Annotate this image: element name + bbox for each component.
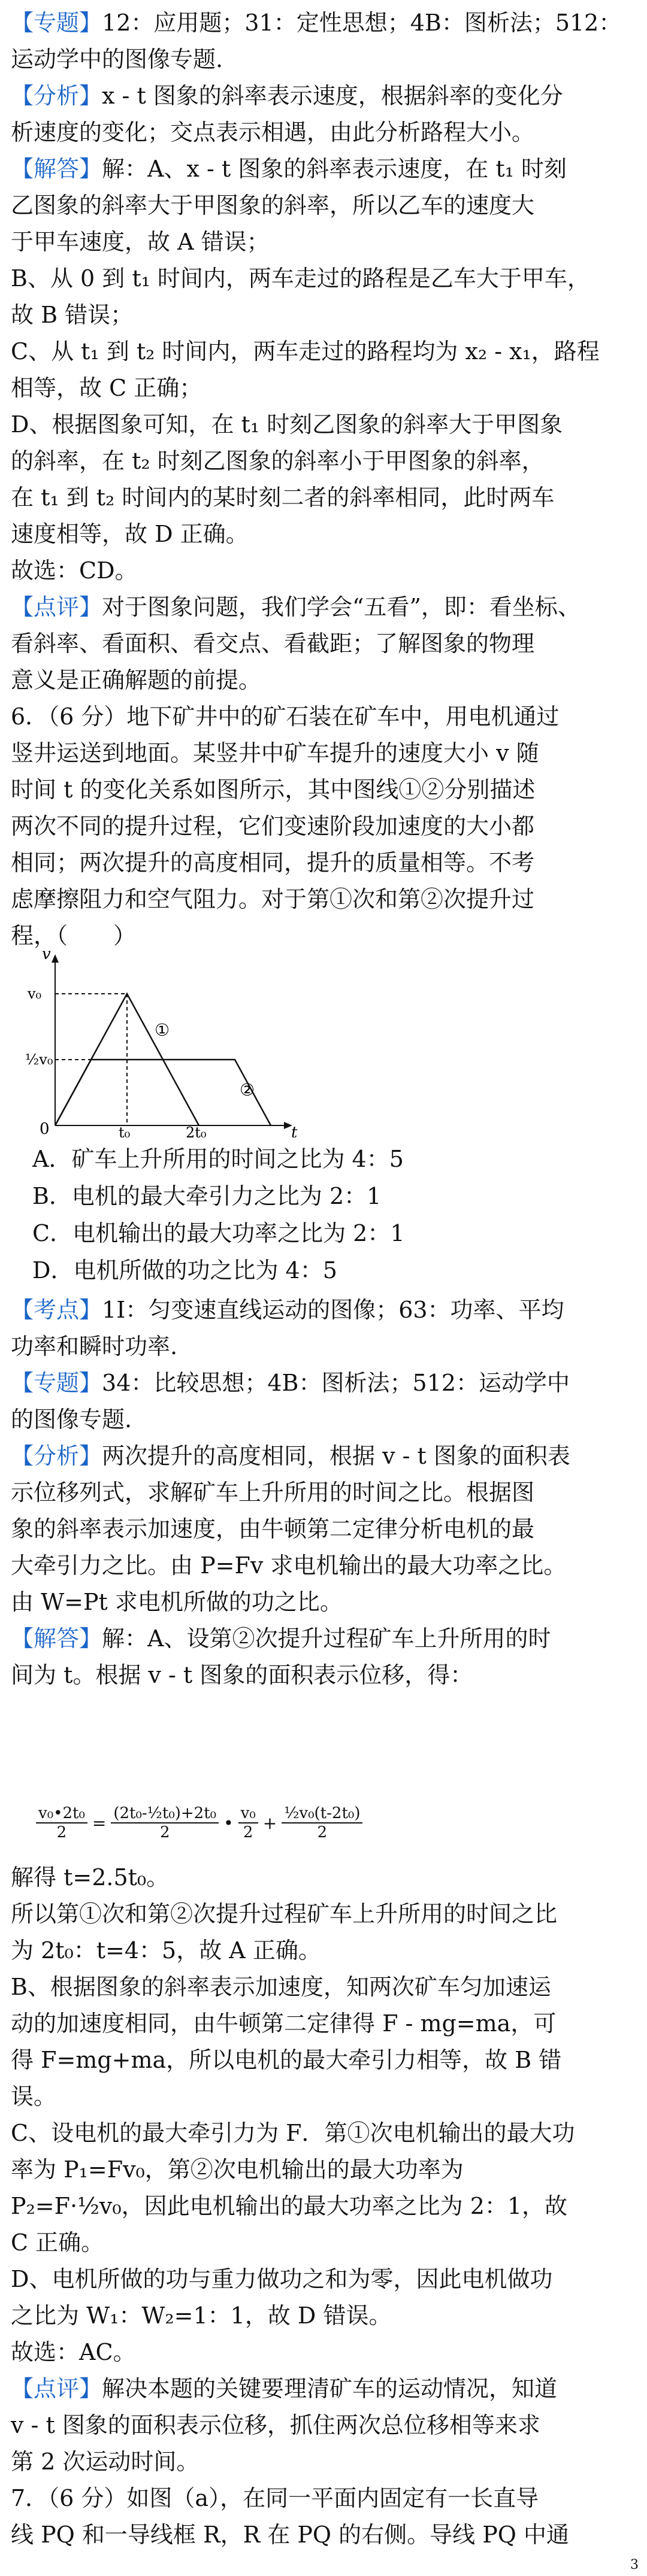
line-text: 解：A、x - t 图象的斜率表示速度，在 t₁ 时刻	[102, 156, 567, 182]
text-line	[11, 262, 590, 295]
line-text: 1I：匀变速直线运动的图像；63：功率、平均	[102, 1297, 564, 1323]
line-text: 34：比较思想；4B：图析法；512：运动学中	[102, 1370, 570, 1396]
line-text: 解：A、设第②次提升过程矿车上升所用的时	[102, 1625, 551, 1652]
line-text: 看斜率、看面积、看交点、看截距；了解图象的物理	[11, 630, 535, 657]
text-line	[11, 444, 545, 478]
y-axis-label: v	[42, 946, 51, 963]
line-text: 时间 t 的变化关系如图所示，其中图线①②分别描述	[11, 776, 536, 803]
plus-sign: +	[262, 1813, 277, 1833]
line-text: 示位移列式，求解矿车上升所用的时间之比。根据图	[11, 1479, 535, 1506]
text-line	[11, 1934, 321, 1967]
line-text: 虑摩擦阻力和空气阻力。对于第①次和第②次提升过	[11, 886, 535, 912]
text-line	[11, 1330, 177, 1363]
text-line	[11, 1439, 570, 1473]
line-text: 对于图象问题，我们学会“五看”，即：看坐标、	[102, 594, 581, 620]
text-line	[11, 1476, 534, 1509]
line-text: 12：应用题；31：定性思想；4B：图析法；512：	[102, 10, 622, 36]
line-text: 乙图象的斜率大于甲图象的斜率，所以乙车的速度大	[11, 192, 535, 219]
line-text: 相等，故 C 正确；	[11, 375, 202, 401]
line-text: 解得 t=2.5t₀。	[11, 1864, 170, 1891]
text-line	[11, 2262, 552, 2296]
text-line	[11, 1366, 570, 1400]
text-line	[11, 809, 534, 843]
text-line	[11, 2445, 199, 2478]
fraction-2: $\frac{\text{(2t₀-½t₀)+2t₀}}{2}$	[111, 1804, 219, 1841]
text-line	[11, 2372, 557, 2405]
text-line	[11, 1658, 473, 1692]
dot-operator: •	[223, 1813, 234, 1833]
line-text: 象的斜率表示加速度，由牛顿第二定律分析电机的最	[11, 1516, 535, 1542]
line-text: 析速度的变化；交点表示相遇，由此分析路程大小。	[11, 119, 535, 145]
text-line	[11, 152, 567, 186]
line-text: 率为 P₁=Fv₀，第②次电机输出的最大功率为	[11, 2156, 464, 2183]
equals-sign: =	[92, 1813, 107, 1833]
line-text: 由 W=Pt 求电机所做的功之比。	[11, 1589, 343, 1615]
text-line	[11, 2080, 56, 2113]
line-text: 两次提升的高度相同，根据 v - t 图象的面积表	[102, 1443, 570, 1469]
line-text: C 正确。	[11, 2229, 104, 2256]
line-text: 故选：CD。	[11, 557, 138, 584]
line-text: 之比为 W₁：W₂=1：1，故 D 错误。	[11, 2302, 392, 2329]
text-line	[11, 2153, 464, 2186]
text-line	[11, 1622, 551, 1655]
text-line	[11, 225, 270, 259]
text-line	[11, 43, 223, 76]
text-line	[11, 846, 534, 879]
line-text: C、从 t₁ 到 t₂ 时间内，两车走过的路程均为 x₂ - x₁，路程	[11, 338, 600, 365]
text-line	[11, 2518, 569, 2551]
text-line	[11, 1585, 343, 1619]
text-line	[11, 116, 534, 149]
line-text: 间为 t。根据 v - t 图象的面积表示位移，得：	[11, 1662, 473, 1688]
line-text: 两次不同的提升过程，它们变速阶段加速度的大小都	[11, 813, 535, 839]
text-line	[11, 2226, 104, 2259]
velocity-time-graph	[24, 946, 306, 1137]
text-line	[11, 1861, 169, 1894]
page-number: 3	[630, 2557, 639, 2572]
x-tick-t0: t₀	[119, 1124, 131, 1137]
section-tag: 【解答】	[11, 1625, 102, 1652]
y-tick-half-v0: ½v₀	[25, 1051, 53, 1068]
line-text: 解决本题的关键要理清矿车的运动情况，知道	[102, 2375, 558, 2402]
line-text: 得 F=mg+ma，所以电机的最大牵引力相等，故 B 错	[11, 2047, 562, 2073]
section-tag: 【点评】	[11, 2375, 102, 2402]
option-b: B．电机的最大牵引力之比为 2：1	[32, 1183, 382, 1209]
section-tag: 【专题】	[11, 10, 102, 36]
text-line	[11, 335, 600, 368]
line-text: 功率和瞬时功率.	[11, 1333, 178, 1360]
line-text: 在 t₁ 到 t₂ 时间内的某时刻二者的斜率相同，此时两车	[11, 484, 555, 511]
line-text: 程，（ ）	[11, 923, 137, 949]
x-tick-2t0: 2t₀	[186, 1124, 207, 1137]
line-text: 于甲车速度，故 A 错误；	[11, 229, 270, 255]
line-text: D、根据图象可知，在 t₁ 时刻乙图象的斜率大于甲图象	[11, 411, 563, 438]
curve-2	[55, 1060, 271, 1125]
text-line	[11, 2189, 567, 2223]
line-text: 意义是正确解题的前提。	[11, 667, 262, 693]
text-line	[11, 1897, 557, 1931]
text-line	[11, 882, 534, 916]
text-line	[11, 189, 534, 222]
line-text: 为 2t₀：t=4：5，故 A 正确。	[11, 1937, 321, 1964]
text-line	[11, 2007, 556, 2040]
text-line	[11, 700, 559, 733]
text-line	[11, 627, 534, 660]
text-line	[11, 6, 621, 40]
x-axis-label: t	[291, 1124, 298, 1137]
text-line	[11, 2335, 136, 2369]
option-a: A．矿车上升所用的时间之比为 4：5	[32, 1146, 404, 1172]
line-text: 运动学中的图像专题.	[11, 46, 223, 72]
line-text: v - t 图象的面积表示位移，抓住两次总位移相等来求	[11, 2412, 540, 2438]
line-text: 误。	[11, 2083, 57, 2110]
line-text: 所以第①次和第②次提升过程矿车上升所用的时间之比	[11, 1901, 558, 1927]
line-text: 竖井运送到地面。某竖井中矿车提升的速度大小 v 随	[11, 740, 539, 766]
line-text: x - t 图象的斜率表示速度，根据斜率的变化分	[102, 83, 563, 109]
text-line	[11, 2043, 561, 2077]
section-tag: 【分析】	[11, 1443, 102, 1469]
line-text: 动的加速度相同，由牛顿第二定律得 F - mg=ma，可	[11, 2010, 557, 2037]
y-tick-v0: v₀	[28, 985, 42, 1002]
text-line	[11, 663, 261, 697]
section-tag: 【考点】	[11, 1297, 102, 1323]
section-tag: 【解答】	[11, 156, 102, 182]
text-line	[11, 408, 563, 441]
line-text: 第 2 次运动时间。	[11, 2448, 199, 2475]
text-line	[11, 554, 138, 587]
fraction-1: $\frac{\text{v₀•2t₀}}{2}$	[36, 1804, 87, 1841]
line-text: 大牵引力之比。由 P=Fv 求电机输出的最大功率之比。	[11, 1552, 567, 1579]
text-line	[11, 1512, 534, 1546]
text-line	[11, 2408, 540, 2442]
line-text: 6．（6 分）地下矿井中的矿石装在矿车中，用电机通过	[11, 703, 560, 730]
section-tag: 【点评】	[11, 594, 102, 620]
text-line	[11, 2481, 539, 2515]
section-tag: 【专题】	[11, 1370, 102, 1396]
option-d: D．电机所做的功之比为 4：5	[32, 1257, 337, 1284]
curve-label-1: ①	[155, 1020, 170, 1040]
line-text: 线 PQ 和一导线框 R，R 在 PQ 的右侧。导线 PQ 中通	[11, 2522, 570, 2548]
fraction-3: $\frac{\text{v₀}}{2}$	[238, 1804, 258, 1841]
text-line	[11, 590, 581, 624]
text-line	[11, 1403, 132, 1436]
text-line	[11, 2299, 391, 2332]
text-line	[11, 1549, 566, 1582]
text-line	[11, 1293, 564, 1327]
line-text: D、电机所做的功与重力做功之和为零，因此电机做功	[11, 2266, 553, 2292]
text-line	[11, 2116, 575, 2150]
text-line	[11, 298, 133, 332]
text-line	[11, 736, 539, 770]
line-text: 速度相等，故 D 正确。	[11, 521, 249, 547]
line-text: B、从 0 到 t₁ 时间内，两车走过的路程是乙车大于甲车，	[11, 265, 590, 292]
line-text: B、根据图象的斜率表示加速度，知两次矿车匀加速运	[11, 1974, 551, 2000]
line-text: 相同；两次提升的高度相同，提升的质量相等。不考	[11, 849, 535, 876]
fraction-4: $\frac{\text{½v₀(t-2t₀)}}{2}$	[282, 1804, 362, 1841]
line-text: 的图像专题.	[11, 1406, 132, 1433]
text-line	[11, 1970, 551, 2004]
text-line	[11, 79, 563, 113]
line-text: 7．（6 分）如图（a），在同一平面内固定有一长直导	[11, 2485, 539, 2511]
origin-label: 0	[40, 1120, 50, 1137]
section-tag: 【分析】	[11, 83, 102, 109]
text-line	[11, 773, 535, 806]
area-equation	[36, 1796, 362, 1850]
line-text: C、设电机的最大牵引力为 F．第①次电机输出的最大功	[11, 2120, 575, 2146]
text-line	[11, 517, 249, 551]
line-text: 故选：AC。	[11, 2339, 136, 2365]
option-c: C．电机输出的最大功率之比为 2：1	[32, 1220, 405, 1246]
line-text: P₂=F·½v₀，因此电机输出的最大功率之比为 2：1，故	[11, 2193, 568, 2219]
text-line	[11, 371, 202, 405]
text-line	[11, 481, 554, 514]
line-text: 的斜率，在 t₂ 时刻乙图象的斜率小于甲图象的斜率，	[11, 448, 545, 474]
curve-label-2: ②	[240, 1080, 255, 1100]
line-text: 故 B 错误；	[11, 302, 134, 328]
